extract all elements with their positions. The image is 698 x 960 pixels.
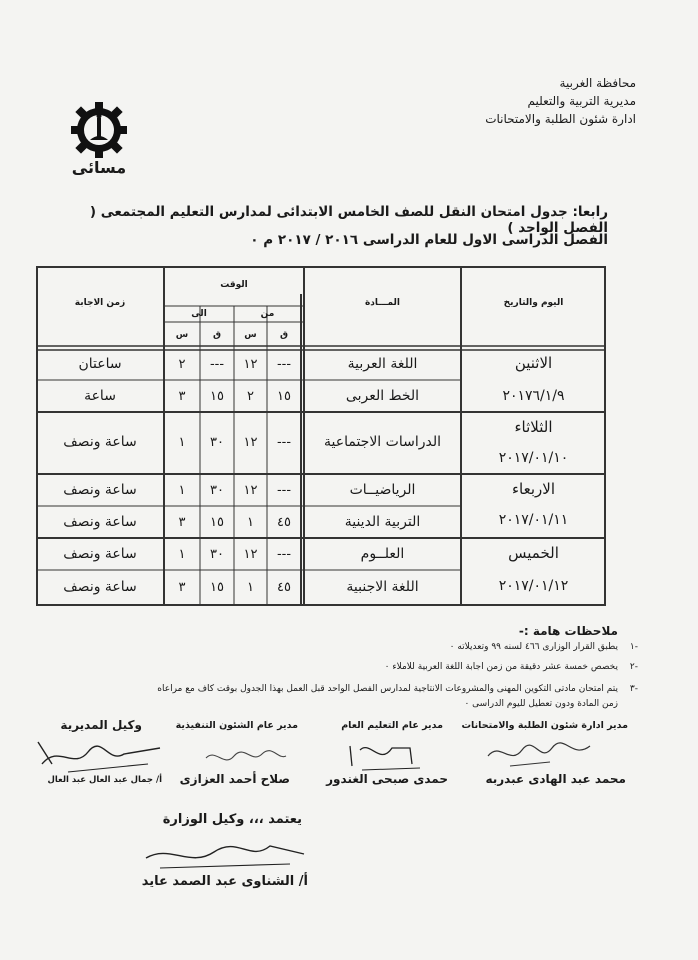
- signature-scribble: [28, 734, 168, 780]
- directorate-name: مديرية التربية والتعليم: [527, 94, 636, 108]
- note-number: -١: [629, 642, 638, 652]
- duration-cell: ساعة ونصف: [63, 482, 137, 498]
- to-hour-cell: ١: [178, 483, 186, 498]
- note-text: زمن المادة ودون تعطيل لليوم الدراسى ٠: [464, 699, 618, 709]
- header-day-date: اليوم والتاريخ: [503, 298, 564, 308]
- day-monday: الاثنين: [514, 354, 553, 372]
- to-hour-cell: ٣: [178, 580, 186, 595]
- subject-cell: اللغة الاجنبية: [346, 579, 419, 595]
- sig-name-students-affairs: محمد عبد الهادى عبدربه: [485, 772, 626, 786]
- header-duration: زمن الاجابة: [74, 298, 126, 308]
- note-text: يطبق القرار الوزارى ٤٦٦ لسنه ٩٩ وتعديلاته ٠: [449, 642, 618, 652]
- note-text: يتم امتحان مادتى التكوين المهنى والمشروعات الانتاجية لمدارس الفصل الواحد قبل العمل بهذا الجدول بوقت كاف مع مراعاه: [157, 684, 618, 694]
- signature-scribble: [340, 736, 430, 776]
- header-subject: المـــادة: [364, 298, 401, 308]
- from-hour-cell: ١٢: [243, 483, 258, 498]
- note-number: -٢: [629, 662, 638, 672]
- date-tuesday: ٢٠١٧/٠١/١٠: [498, 450, 569, 466]
- subject-cell: الخط العربى: [345, 388, 420, 404]
- to-minute-cell: ١٥: [210, 515, 224, 530]
- to-minute-cell: ١٥: [210, 580, 224, 595]
- date-wednesday: ٢٠١٧/٠١/١١: [498, 512, 569, 528]
- from-minute-cell: ٤٥: [277, 580, 291, 595]
- sig-name-deputy: أ/ جمال عبد العال عبد العال: [47, 775, 162, 785]
- header-to: الى: [191, 309, 207, 319]
- signature-scribble: [140, 834, 310, 874]
- approver-name: أ/ الشناوى عبد الصمد عايد: [141, 874, 308, 889]
- document-subtitle: الفصل الدراسى الاول للعام الدراسى ٢٠١٦ / ٢٠١٧ م ٠: [250, 232, 608, 248]
- to-minute-cell: ٣٠: [210, 435, 224, 450]
- from-hour-cell: ١: [247, 580, 254, 595]
- header-block: [485, 74, 636, 128]
- approval-label: يعتمد ،،، وكيل الوزارة: [162, 812, 302, 827]
- from-hour-cell: ١٢: [243, 357, 258, 372]
- notes-title: ملاحظات هامة :-: [518, 624, 618, 638]
- to-minute-cell: ١٥: [210, 389, 224, 404]
- note-continuation: [464, 699, 618, 709]
- to-hour-cell: ٣: [178, 389, 186, 404]
- logo-text: مسائى: [71, 158, 127, 177]
- header-to-hour: س: [175, 330, 189, 340]
- from-minute-cell: ٤٥: [277, 515, 291, 530]
- header-from: من: [260, 309, 275, 319]
- from-hour-cell: ١٢: [243, 547, 258, 562]
- governorate-name: محافظة الغربية: [559, 76, 636, 90]
- sig-title-general-education: مدير عام التعليم العام: [341, 720, 443, 731]
- subject-cell: الدراسات الاجتماعية: [324, 434, 441, 450]
- to-hour-cell: ١: [178, 547, 186, 562]
- date-thursday: ٢٠١٧/٠١/١٢: [498, 578, 569, 594]
- to-minute-cell: ---: [209, 357, 225, 372]
- document-title: رابعا: جدول امتحان النقل للصف الخامس الابتدائى لمدارس التعليم المجتمعى ( الفصل الواحد ): [89, 204, 608, 236]
- subject-cell: التربية الدينية: [344, 514, 421, 530]
- header-from-hour: س: [244, 330, 257, 340]
- subject-cell: اللغة العربية: [347, 356, 418, 372]
- from-minute-cell: ---: [276, 357, 292, 372]
- header-to-minute: ق: [212, 330, 222, 340]
- from-minute-cell: ---: [276, 435, 292, 450]
- signature-scribble: [200, 742, 290, 772]
- to-hour-cell: ٢: [178, 357, 186, 372]
- header-from-minute: ق: [279, 330, 289, 340]
- header-time: الوقت: [220, 280, 248, 290]
- to-hour-cell: ٣: [178, 515, 186, 530]
- day-tuesday: الثلاثاء: [514, 418, 553, 436]
- note-item: [385, 662, 638, 672]
- day-thursday: الخميس: [508, 544, 559, 562]
- from-hour-cell: ٢: [247, 389, 254, 404]
- note-text: يخصص خمسة عشر دقيقة من زمن اجابة اللغة العربية للاملاء ٠: [384, 662, 618, 672]
- note-item: [450, 642, 638, 652]
- duration-cell: ساعة ونصف: [63, 546, 137, 562]
- day-wednesday: الاربعاء: [511, 480, 555, 498]
- sig-name-general-education: حمدى صبحى الغندور: [326, 772, 448, 786]
- duration-cell: ساعة: [84, 388, 116, 404]
- subject-cell: الرياضيــات: [349, 482, 416, 498]
- date-monday: ٢٠١٧٦/١/٩: [502, 388, 565, 404]
- note-number: -٣: [629, 684, 638, 694]
- note-item: [157, 684, 638, 694]
- sig-title-deputy: وكيل المديرية: [60, 718, 142, 732]
- subject-cell: العلــوم: [360, 546, 405, 562]
- exam-schedule-table: [36, 266, 606, 606]
- sig-title-executive-affairs: مدير عام الشئون التنفيذية: [175, 720, 298, 731]
- from-hour-cell: ١: [247, 515, 254, 530]
- duration-cell: ساعة ونصف: [63, 514, 137, 530]
- to-minute-cell: ٣٠: [210, 483, 224, 498]
- to-hour-cell: ١: [178, 435, 186, 450]
- duration-cell: ساعة ونصف: [63, 434, 137, 450]
- from-minute-cell: ---: [276, 483, 292, 498]
- duration-cell: ساعة ونصف: [63, 579, 137, 595]
- to-minute-cell: ٣٠: [210, 547, 224, 562]
- sig-title-students-affairs: مدير ادارة شئون الطلبة والامتحانات: [461, 720, 628, 731]
- from-hour-cell: ١٢: [243, 435, 258, 450]
- from-minute-cell: ١٥: [277, 389, 291, 404]
- signature-scribble: [480, 736, 600, 776]
- sig-name-executive-affairs: صلاح أحمد العزازى: [179, 772, 290, 786]
- department-name: ادارة شئون الطلبة والامتحانات: [485, 112, 636, 126]
- duration-cell: ساعتان: [78, 356, 122, 372]
- from-minute-cell: ---: [276, 547, 292, 562]
